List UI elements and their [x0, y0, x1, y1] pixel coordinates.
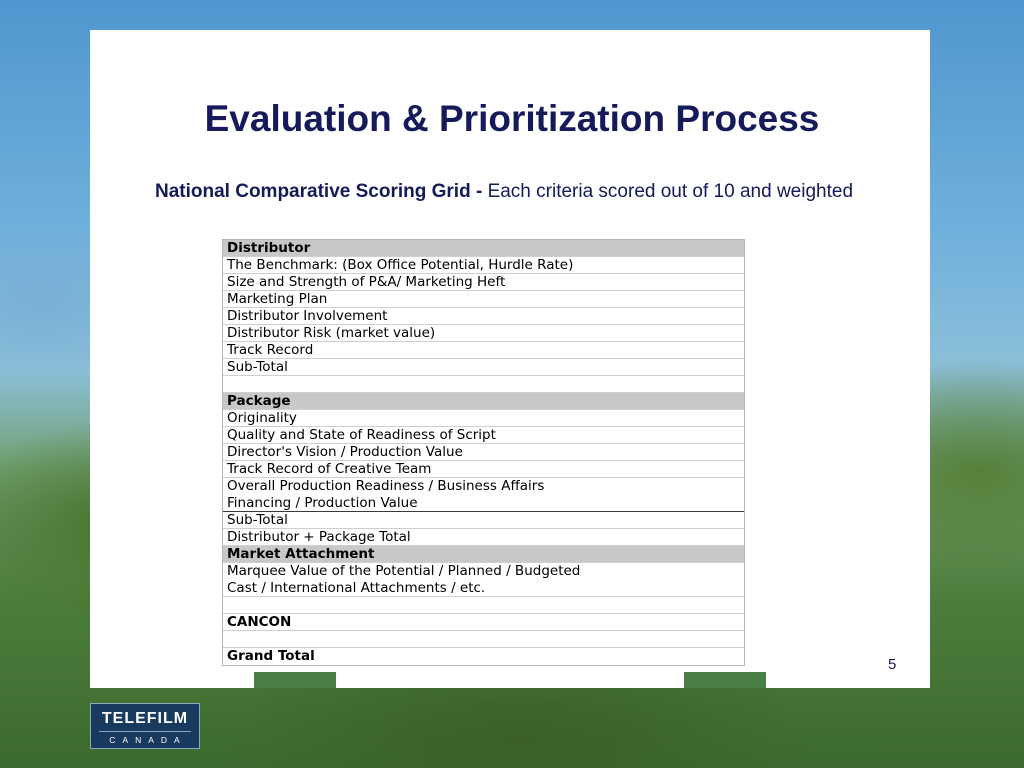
grid-row-section-distributor: Distributor	[223, 240, 744, 257]
grid-row: Marquee Value of the Potential / Planned / Budgeted	[227, 563, 581, 579]
grid-row: Originality	[223, 410, 744, 427]
grid-row: Track Record of Creative Team	[223, 461, 744, 478]
logo-line1: TELEFILM	[101, 710, 189, 727]
grid-row-empty	[223, 597, 744, 614]
decor-tab-bottom-left	[254, 672, 336, 688]
grid-row: Track Record	[223, 342, 744, 359]
grid-row-subtotal: Sub-Total	[223, 359, 744, 376]
grid-row: Distributor Risk (market value)	[223, 325, 744, 342]
subtitle-rest: Each criteria scored out of 10 and weighted	[487, 181, 854, 202]
grid-row: Distributor Involvement	[223, 308, 744, 325]
grid-row-section-package: Package	[223, 393, 744, 410]
grid-row: Quality and State of Readiness of Script	[223, 427, 744, 444]
page-number: 5	[888, 656, 897, 673]
scoring-grid	[222, 239, 745, 666]
grid-row: Size and Strength of P&A/ Marketing Heft	[223, 274, 744, 291]
grid-row: Cast / International Attachments / etc.	[223, 580, 744, 597]
logo-line2: CANADA	[109, 735, 187, 745]
grid-row-package-total: Distributor + Package Total	[223, 529, 744, 546]
grid-row-cancon: CANCON	[223, 614, 744, 631]
grid-row: The Benchmark: (Box Office Potential, Hurdle Rate)	[223, 257, 744, 274]
grid-row-empty	[223, 631, 744, 648]
slide-title: Evaluation & Prioritization Process	[204, 98, 820, 139]
grid-row: Marketing Plan	[223, 291, 744, 308]
grid-row-subtotal: Sub-Total	[223, 512, 744, 529]
telefilm-logo	[90, 703, 200, 749]
grid-row-empty	[223, 376, 744, 393]
grid-row-grand-total: Grand Total	[227, 648, 315, 664]
logo-divider	[99, 731, 191, 732]
grid-row: Director's Vision / Production Value	[223, 444, 744, 461]
decor-tab-bottom-right	[684, 672, 766, 688]
subtitle-bold: National Comparative Scoring Grid -	[155, 181, 488, 202]
slide-subtitle	[155, 179, 875, 205]
grid-row-section-market-attachment: Market Attachment	[223, 546, 744, 563]
grid-row: Financing / Production Value	[223, 495, 744, 512]
grid-row: Overall Production Readiness / Business Affairs	[227, 478, 545, 494]
